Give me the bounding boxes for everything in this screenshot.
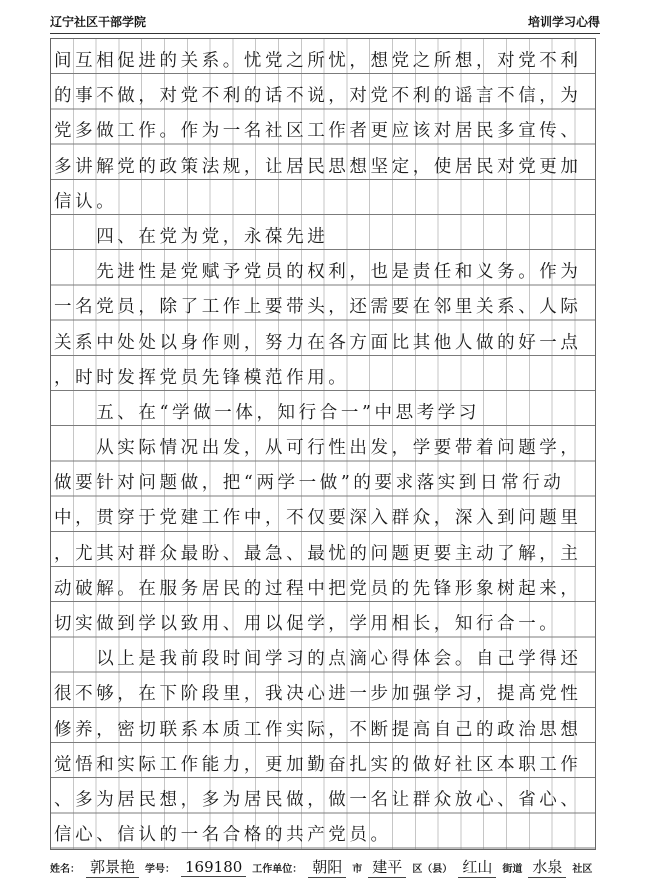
text-line: 觉悟和实际工作能力，更加勤奋扎实的做好社区本职工作 (54, 754, 582, 775)
text-line: 信认。 (54, 191, 118, 212)
section-heading: 五、在“学做一体，知行合一”中思考学习 (54, 402, 480, 423)
text-line: 先进性是党赋予党员的权利，也是责任和义务。作为 (54, 262, 582, 283)
handwritten-text (54, 40, 596, 849)
header-right-title: 培训学习心得 (527, 14, 600, 29)
text-line: 党多做工作。作为一名社区工作者更应该对居民多宣传、 (54, 121, 582, 142)
community-label: 社区 (572, 863, 593, 875)
student-id-value: 169180 (181, 858, 246, 877)
text-line: 、多为居民想，多为居民做，做一名让群众放心、省心、 (54, 789, 582, 810)
text-line: 切实做到学以致用、用以促学，学用相长，知行合一。 (54, 614, 561, 634)
section-heading: 四、在党为党，永葆先进 (54, 226, 329, 247)
city-value: 朝阳 (308, 856, 346, 878)
author-info-footer (50, 852, 604, 882)
text-line: ，时时发挥党员先锋模范作用。 (54, 367, 350, 388)
text-line: 修养，密切联系本质工作实际，不断提高自己的政治思想 (54, 719, 582, 740)
text-line: 中，贯穿于党建工作中，不仅要深入群众，深入到问题里 (54, 508, 582, 529)
street-label: 街道 (502, 863, 523, 875)
header-left-title: 辽宁社区干部学院 (50, 14, 147, 29)
community-value: 水泉 (528, 856, 566, 878)
text-line: 多讲解党的政策法规，让居民思想坚定，使居民对党更加 (54, 156, 582, 177)
work-unit-label: 工作单位： (252, 863, 303, 875)
name-label: 姓名： (50, 863, 80, 875)
text-line: 以上是我前段时间学习的点滴心得体会。自己学得还 (54, 649, 582, 670)
name-value: 郭景艳 (86, 856, 139, 878)
city-label: 市 (352, 863, 363, 875)
town-value: 红山 (458, 856, 496, 878)
district-label: 区（县） (412, 863, 453, 875)
text-line: 的事不做，对党不利的话不说，对党不利的谣言不信，为 (54, 86, 582, 107)
district-value: 建平 (368, 856, 406, 878)
text-line: ，尤其对群众最盼、最急、最忧的问题更要主动了解，主 (54, 543, 582, 564)
text-line: 信心、信认的一名合格的共产党员。 (54, 825, 392, 846)
text-line: 从实际情况出发，从可行性出发，学要带着问题学， (54, 438, 582, 459)
text-line: 间互相促进的关系。忧党之所忧，想党之所想，对党不利 (54, 51, 582, 71)
page-header (50, 10, 600, 32)
text-line: 一名党员，除了工作上要带头，还需要在邻里关系、人际 (54, 297, 582, 318)
text-line: 很不够，在下阶段里，我决心进一步加强学习，提高党性 (54, 684, 582, 705)
text-line: 做要针对问题做，把“两学一做”的要求落实到日常行动 (54, 473, 565, 494)
text-line: 关系中处处以身作则，努力在各方面比其他人做的好一点 (54, 332, 582, 353)
student-id-label: 学号： (145, 863, 176, 875)
text-line: 动破解。在服务居民的过程中把党员的先锋形象树起来， (54, 578, 582, 599)
header-divider (50, 33, 600, 34)
